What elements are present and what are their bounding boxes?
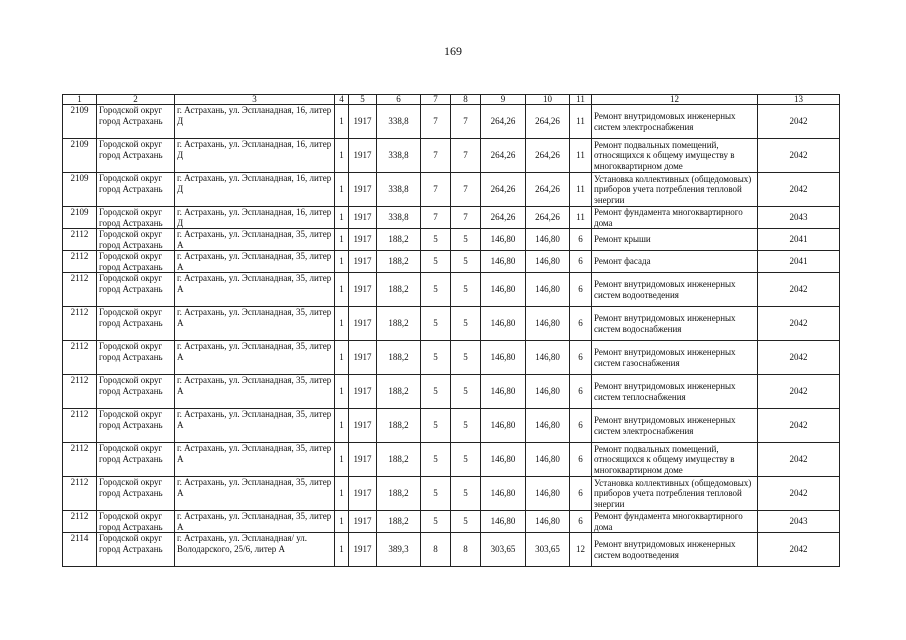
- residents-cell: 5: [451, 443, 481, 477]
- floors-cell: 1: [335, 139, 349, 173]
- municipality-cell: Городской округ город Астрахань: [97, 511, 175, 533]
- living-area-cell: 146,80: [481, 273, 526, 307]
- floors-cell: 1: [335, 443, 349, 477]
- work-type-cell: Ремонт внутридомовых инженерных систем электроснабжения: [592, 409, 758, 443]
- table-row: [63, 229, 840, 251]
- floors-cell: 1: [335, 207, 349, 229]
- residents-cell: 5: [451, 477, 481, 511]
- address-cell: г. Астрахань, ул. Эспланадная, 35, литер А: [175, 273, 335, 307]
- living-area-cell: 146,80: [481, 375, 526, 409]
- apartments-cell: 11: [570, 207, 592, 229]
- living-area-cell: 264,26: [481, 139, 526, 173]
- plan-year-cell: 2041: [758, 229, 840, 251]
- apartments-cell: 6: [570, 229, 592, 251]
- year-cell: 1917: [349, 533, 377, 567]
- municipality-cell: Городской округ город Астрахань: [97, 341, 175, 375]
- residents-cell: 5: [421, 273, 451, 307]
- living-area-cell: 264,26: [481, 207, 526, 229]
- municipality-cell: Городской округ город Астрахань: [97, 207, 175, 229]
- municipality-cell: Городской округ город Астрахань: [97, 375, 175, 409]
- table-row: [63, 139, 840, 173]
- area-cell: 188,2: [377, 375, 421, 409]
- table-row: [63, 341, 840, 375]
- plan-year-cell: 2042: [758, 533, 840, 567]
- work-type-cell: Ремонт внутридомовых инженерных систем газоснабжения: [592, 341, 758, 375]
- area-cell: 338,8: [377, 207, 421, 229]
- residents-cell: 7: [451, 139, 481, 173]
- floors-cell: 1: [335, 105, 349, 139]
- municipality-cell: Городской округ город Астрахань: [97, 477, 175, 511]
- year-cell: 1917: [349, 443, 377, 477]
- work-type-cell: Ремонт внутридомовых инженерных систем водоотведения: [592, 533, 758, 567]
- living-area-cell: 146,80: [481, 307, 526, 341]
- column-header: 10: [526, 95, 570, 105]
- column-header: 5: [349, 95, 377, 105]
- area-cell: 338,8: [377, 139, 421, 173]
- apartments-cell: 11: [570, 105, 592, 139]
- column-number-row: [63, 95, 840, 105]
- address-cell: г. Астрахань, ул. Эспланадная/ ул. Володарского, 25/6, литер А: [175, 533, 335, 567]
- municipality-cell: Городской округ город Астрахань: [97, 307, 175, 341]
- residents-cell: 5: [421, 477, 451, 511]
- residents-cell: 5: [451, 511, 481, 533]
- living-area-cell: 264,26: [526, 173, 570, 207]
- year-cell: 1917: [349, 341, 377, 375]
- floors-cell: 1: [335, 273, 349, 307]
- living-area-cell: 146,80: [481, 229, 526, 251]
- floors-cell: 1: [335, 173, 349, 207]
- apartments-cell: 11: [570, 139, 592, 173]
- municipality-cell: Городской округ город Астрахань: [97, 443, 175, 477]
- row-id-cell: 2112: [63, 251, 97, 273]
- floors-cell: 1: [335, 477, 349, 511]
- apartments-cell: 6: [570, 273, 592, 307]
- row-id-cell: 2112: [63, 511, 97, 533]
- residents-cell: 5: [421, 229, 451, 251]
- apartments-cell: 12: [570, 533, 592, 567]
- living-area-cell: 146,80: [526, 511, 570, 533]
- row-id-cell: 2109: [63, 207, 97, 229]
- area-cell: 338,8: [377, 105, 421, 139]
- row-id-cell: 2112: [63, 443, 97, 477]
- row-id-cell: 2112: [63, 409, 97, 443]
- table-row: [63, 307, 840, 341]
- row-id-cell: 2109: [63, 173, 97, 207]
- table-row: [63, 443, 840, 477]
- area-cell: 188,2: [377, 341, 421, 375]
- table-row: [63, 477, 840, 511]
- living-area-cell: 264,26: [526, 139, 570, 173]
- residents-cell: 5: [421, 307, 451, 341]
- residents-cell: 5: [421, 375, 451, 409]
- floors-cell: 1: [335, 511, 349, 533]
- plan-year-cell: 2041: [758, 251, 840, 273]
- column-header: 4: [335, 95, 349, 105]
- row-id-cell: 2109: [63, 105, 97, 139]
- floors-cell: 1: [335, 533, 349, 567]
- residents-cell: 5: [451, 251, 481, 273]
- column-header: 9: [481, 95, 526, 105]
- table-row: [63, 173, 840, 207]
- living-area-cell: 264,26: [481, 105, 526, 139]
- floors-cell: 1: [335, 341, 349, 375]
- residents-cell: 5: [451, 307, 481, 341]
- living-area-cell: 146,80: [481, 477, 526, 511]
- residents-cell: 5: [451, 409, 481, 443]
- municipality-cell: Городской округ город Астрахань: [97, 409, 175, 443]
- living-area-cell: 264,26: [481, 173, 526, 207]
- residents-cell: 5: [451, 375, 481, 409]
- living-area-cell: 146,80: [481, 251, 526, 273]
- work-type-cell: Ремонт внутридомовых инженерных систем теплоснабжения: [592, 375, 758, 409]
- column-header: 8: [451, 95, 481, 105]
- year-cell: 1917: [349, 477, 377, 511]
- living-area-cell: 303,65: [481, 533, 526, 567]
- plan-year-cell: 2042: [758, 409, 840, 443]
- table-row: [63, 511, 840, 533]
- table-row: [63, 409, 840, 443]
- residents-cell: 7: [451, 173, 481, 207]
- residents-cell: 8: [451, 533, 481, 567]
- work-type-cell: Ремонт внутридомовых инженерных систем водоснабжения: [592, 307, 758, 341]
- work-type-cell: Ремонт фундамента многоквартирного дома: [592, 511, 758, 533]
- address-cell: г. Астрахань, ул. Эспланадная, 35, литер А: [175, 375, 335, 409]
- municipality-cell: Городской округ город Астрахань: [97, 533, 175, 567]
- municipality-cell: Городской округ город Астрахань: [97, 139, 175, 173]
- year-cell: 1917: [349, 273, 377, 307]
- residents-cell: 7: [451, 207, 481, 229]
- work-type-cell: Ремонт фундамента многоквартирного дома: [592, 207, 758, 229]
- column-header: 12: [592, 95, 758, 105]
- living-area-cell: 146,80: [526, 273, 570, 307]
- address-cell: г. Астрахань, ул. Эспланадная, 35, литер А: [175, 229, 335, 251]
- area-cell: 188,2: [377, 511, 421, 533]
- living-area-cell: 146,80: [481, 409, 526, 443]
- year-cell: 1917: [349, 173, 377, 207]
- living-area-cell: 146,80: [526, 341, 570, 375]
- year-cell: 1917: [349, 105, 377, 139]
- year-cell: 1917: [349, 409, 377, 443]
- living-area-cell: 146,80: [526, 477, 570, 511]
- address-cell: г. Астрахань, ул. Эспланадная, 35, литер А: [175, 251, 335, 273]
- row-id-cell: 2114: [63, 533, 97, 567]
- floors-cell: 1: [335, 229, 349, 251]
- area-cell: 188,2: [377, 307, 421, 341]
- area-cell: 389,3: [377, 533, 421, 567]
- area-cell: 188,2: [377, 443, 421, 477]
- floors-cell: 1: [335, 251, 349, 273]
- table-row: [63, 207, 840, 229]
- residents-cell: 5: [421, 511, 451, 533]
- plan-year-cell: 2042: [758, 173, 840, 207]
- plan-year-cell: 2042: [758, 139, 840, 173]
- residents-cell: 5: [451, 341, 481, 375]
- living-area-cell: 264,26: [526, 105, 570, 139]
- row-id-cell: 2112: [63, 273, 97, 307]
- column-header: 6: [377, 95, 421, 105]
- residents-cell: 7: [421, 139, 451, 173]
- work-type-cell: Ремонт подвальных помещений, относящихся к общему имуществу в многоквартирном доме: [592, 443, 758, 477]
- address-cell: г. Астрахань, ул. Эспланадная, 35, литер А: [175, 409, 335, 443]
- plan-year-cell: 2042: [758, 375, 840, 409]
- residents-cell: 8: [421, 533, 451, 567]
- column-header: 2: [97, 95, 175, 105]
- area-cell: 338,8: [377, 173, 421, 207]
- apartments-cell: 11: [570, 173, 592, 207]
- living-area-cell: 146,80: [526, 375, 570, 409]
- address-cell: г. Астрахань, ул. Эспланадная, 35, литер А: [175, 307, 335, 341]
- apartments-cell: 6: [570, 477, 592, 511]
- work-type-cell: Ремонт подвальных помещений, относящихся к общему имуществу в многоквартирном доме: [592, 139, 758, 173]
- apartments-cell: 6: [570, 251, 592, 273]
- living-area-cell: 146,80: [526, 251, 570, 273]
- residents-cell: 5: [421, 443, 451, 477]
- work-type-cell: Ремонт крыши: [592, 229, 758, 251]
- residents-cell: 7: [421, 207, 451, 229]
- residents-cell: 7: [451, 105, 481, 139]
- year-cell: 1917: [349, 375, 377, 409]
- area-cell: 188,2: [377, 409, 421, 443]
- living-area-cell: 146,80: [481, 511, 526, 533]
- plan-year-cell: 2042: [758, 307, 840, 341]
- table-row: [63, 105, 840, 139]
- row-id-cell: 2109: [63, 139, 97, 173]
- apartments-cell: 6: [570, 511, 592, 533]
- municipality-cell: Городской округ город Астрахань: [97, 251, 175, 273]
- row-id-cell: 2112: [63, 307, 97, 341]
- living-area-cell: 146,80: [481, 443, 526, 477]
- residents-cell: 7: [421, 105, 451, 139]
- address-cell: г. Астрахань, ул. Эспланадная, 16, литер Д: [175, 207, 335, 229]
- table-row: [63, 375, 840, 409]
- plan-year-cell: 2042: [758, 105, 840, 139]
- apartments-cell: 6: [570, 375, 592, 409]
- living-area-cell: 146,80: [526, 409, 570, 443]
- living-area-cell: 146,80: [481, 341, 526, 375]
- column-header: 1: [63, 95, 97, 105]
- plan-year-cell: 2043: [758, 207, 840, 229]
- area-cell: 188,2: [377, 273, 421, 307]
- area-cell: 188,2: [377, 477, 421, 511]
- living-area-cell: 264,26: [526, 207, 570, 229]
- living-area-cell: 146,80: [526, 307, 570, 341]
- year-cell: 1917: [349, 307, 377, 341]
- address-cell: г. Астрахань, ул. Эспланадная, 16, литер Д: [175, 173, 335, 207]
- address-cell: г. Астрахань, ул. Эспланадная, 35, литер А: [175, 511, 335, 533]
- living-area-cell: 303,65: [526, 533, 570, 567]
- work-type-cell: Установка коллективных (общедомовых) приборов учета потребления тепловой энергии: [592, 477, 758, 511]
- row-id-cell: 2112: [63, 375, 97, 409]
- residents-cell: 5: [451, 273, 481, 307]
- repair-schedule-table: [62, 94, 840, 567]
- residents-cell: 5: [421, 409, 451, 443]
- apartments-cell: 6: [570, 443, 592, 477]
- apartments-cell: 6: [570, 409, 592, 443]
- living-area-cell: 146,80: [526, 229, 570, 251]
- apartments-cell: 6: [570, 307, 592, 341]
- plan-year-cell: 2042: [758, 443, 840, 477]
- municipality-cell: Городской округ город Астрахань: [97, 105, 175, 139]
- year-cell: 1917: [349, 251, 377, 273]
- address-cell: г. Астрахань, ул. Эспланадная, 35, литер А: [175, 443, 335, 477]
- plan-year-cell: 2042: [758, 273, 840, 307]
- address-cell: г. Астрахань, ул. Эспланадная, 35, литер А: [175, 341, 335, 375]
- work-type-cell: Ремонт внутридомовых инженерных систем электроснабжения: [592, 105, 758, 139]
- plan-year-cell: 2043: [758, 511, 840, 533]
- residents-cell: 5: [421, 341, 451, 375]
- address-cell: г. Астрахань, ул. Эспланадная, 16, литер Д: [175, 139, 335, 173]
- table-row: [63, 273, 840, 307]
- municipality-cell: Городской округ город Астрахань: [97, 229, 175, 251]
- column-header: 11: [570, 95, 592, 105]
- apartments-cell: 6: [570, 341, 592, 375]
- floors-cell: 1: [335, 409, 349, 443]
- plan-year-cell: 2042: [758, 477, 840, 511]
- year-cell: 1917: [349, 139, 377, 173]
- floors-cell: 1: [335, 375, 349, 409]
- address-cell: г. Астрахань, ул. Эспланадная, 35, литер А: [175, 477, 335, 511]
- column-header: 7: [421, 95, 451, 105]
- work-type-cell: Установка коллективных (общедомовых) приборов учета потребления тепловой энергии: [592, 173, 758, 207]
- row-id-cell: 2112: [63, 341, 97, 375]
- work-type-cell: Ремонт фасада: [592, 251, 758, 273]
- column-header: 13: [758, 95, 840, 105]
- work-type-cell: Ремонт внутридомовых инженерных систем водоотведения: [592, 273, 758, 307]
- address-cell: г. Астрахань, ул. Эспланадная, 16, литер Д: [175, 105, 335, 139]
- year-cell: 1917: [349, 207, 377, 229]
- column-header: 3: [175, 95, 335, 105]
- year-cell: 1917: [349, 511, 377, 533]
- floors-cell: 1: [335, 307, 349, 341]
- residents-cell: 5: [421, 251, 451, 273]
- municipality-cell: Городской округ город Астрахань: [97, 173, 175, 207]
- area-cell: 188,2: [377, 251, 421, 273]
- year-cell: 1917: [349, 229, 377, 251]
- living-area-cell: 146,80: [526, 443, 570, 477]
- municipality-cell: Городской округ город Астрахань: [97, 273, 175, 307]
- area-cell: 188,2: [377, 229, 421, 251]
- table-row: [63, 251, 840, 273]
- residents-cell: 5: [451, 229, 481, 251]
- plan-year-cell: 2042: [758, 341, 840, 375]
- page-number: 169: [444, 44, 462, 58]
- table-row: [63, 533, 840, 567]
- table-body: [63, 105, 840, 567]
- row-id-cell: 2112: [63, 477, 97, 511]
- residents-cell: 7: [421, 173, 451, 207]
- row-id-cell: 2112: [63, 229, 97, 251]
